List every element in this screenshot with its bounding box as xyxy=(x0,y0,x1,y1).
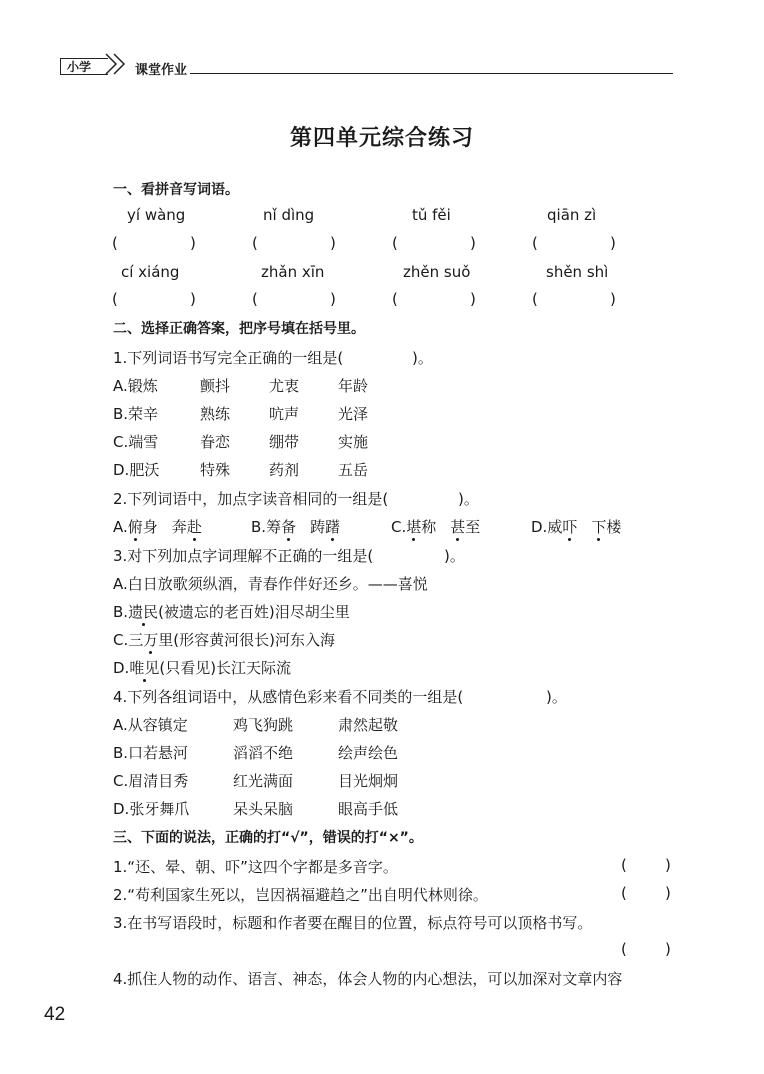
q4-option-d-word-3: 眼高手低 xyxy=(338,800,399,818)
dotted-char: 俯 xyxy=(127,518,143,536)
answer-bracket-8-close: ) xyxy=(610,290,616,308)
answer-bracket-2-open: ( xyxy=(252,234,258,252)
q1-option-a-word-2: 颤抖 xyxy=(200,377,231,395)
q1-option-a-word-4: 年龄 xyxy=(338,377,369,395)
q3-stem: 3.对下列加点字词理解不正确的一组是( xyxy=(113,547,374,565)
dotted-word: 三万里 xyxy=(128,631,174,649)
q2-stem-end: )。 xyxy=(458,490,479,508)
section-2-heading: 二、选择正确答案，把序号填在括号里。 xyxy=(113,321,365,337)
dotted-char: 躇 xyxy=(325,518,341,536)
answer-bracket-8-open: ( xyxy=(532,290,538,308)
q4-option-a-word-3: 肃然起敬 xyxy=(338,716,399,734)
q2-option-d: D.威吓 下楼 xyxy=(531,518,622,536)
answer-bracket-5-close: ) xyxy=(190,290,196,308)
pinyin-8: shěn shì xyxy=(546,263,609,281)
q1-option-c-word-2: 眷恋 xyxy=(200,433,231,451)
statement-2-bracket-open: ( xyxy=(621,884,627,902)
section-3-heading: 三、下面的说法，正确的打“√”，错误的打“×”。 xyxy=(113,830,423,846)
q3-option-a: A.白日放歌须纵酒，青春作伴好还乡。——喜悦 xyxy=(113,575,428,593)
page-number: 42 xyxy=(44,1004,66,1025)
statement-1-bracket-close: ) xyxy=(665,856,671,874)
q4-option-b-word-1: B.口若悬河 xyxy=(113,744,189,762)
answer-bracket-6-close: ) xyxy=(330,290,336,308)
q1-option-d-word-2: 特殊 xyxy=(200,461,231,479)
pinyin-5: cí xiáng xyxy=(121,263,180,281)
answer-bracket-5-open: ( xyxy=(112,290,118,308)
pinyin-3: tǔ fěi xyxy=(412,206,451,224)
q2-option-a: A.俯身 奔赴 xyxy=(113,518,202,536)
q1-option-c-word-1: C.端雪 xyxy=(113,433,159,451)
statement-3: 3.在书写语段时，标题和作者要在醒目的位置，标点符号可以顶格书写。 xyxy=(113,914,593,932)
dotted-char: 甚 xyxy=(450,518,466,536)
q1-option-b-word-3: 吭声 xyxy=(269,405,300,423)
statement-3-bracket-open: ( xyxy=(621,940,627,958)
statement-1-bracket-open: ( xyxy=(621,856,627,874)
header-grade-label: 小学 xyxy=(60,58,108,75)
pinyin-1: yí wàng xyxy=(127,206,186,224)
q3-option-d: D.唯见(只看见)长江天际流 xyxy=(113,659,292,677)
pinyin-2: nǐ dìng xyxy=(263,206,315,224)
q4-option-d-word-2: 呆头呆脑 xyxy=(233,800,294,818)
statement-1: 1.“还、晕、朝、吓”这四个字都是多音字。 xyxy=(113,858,398,876)
header-rule xyxy=(190,73,673,74)
dotted-word: 遗民 xyxy=(128,603,159,621)
pinyin-6: zhǎn xīn xyxy=(261,263,325,281)
dotted-char: 赴 xyxy=(186,518,202,536)
q4-stem-end: )。 xyxy=(546,688,567,706)
statement-4: 4.抓住人物的动作、语言、神态，体会人物的内心想法，可以加深对文章内容 xyxy=(113,970,623,988)
q2-stem: 2.下列词语中，加点字读音相同的一组是( xyxy=(113,490,389,508)
q4-option-c-word-1: C.眉清目秀 xyxy=(113,772,189,790)
dotted-word: 唯见 xyxy=(129,659,160,677)
answer-bracket-4-close: ) xyxy=(610,234,616,252)
q1-option-b-word-4: 光泽 xyxy=(338,405,369,423)
q1-option-d-word-1: D.肥沃 xyxy=(113,461,160,479)
page-title: 第四单元综合练习 xyxy=(289,126,474,151)
answer-bracket-6-open: ( xyxy=(252,290,258,308)
q3-stem-end: )。 xyxy=(444,547,465,565)
q1-option-b-word-1: B.荣辛 xyxy=(113,405,159,423)
answer-bracket-2-close: ) xyxy=(330,234,336,252)
q4-option-a-word-1: A.从容镇定 xyxy=(113,716,188,734)
header-subtitle: 课堂作业 xyxy=(135,63,188,78)
q4-stem: 4.下列各组词语中，从感情色彩来看不同类的一组是( xyxy=(113,688,464,706)
section-1-heading: 一、看拼音写词语。 xyxy=(113,182,239,198)
statement-2-bracket-close: ) xyxy=(665,884,671,902)
q4-option-c-word-2: 红光满面 xyxy=(233,772,294,790)
q1-option-d-word-3: 药剂 xyxy=(269,461,300,479)
dotted-char: 下 xyxy=(591,518,607,536)
q2-option-b: B.筹备 踌躇 xyxy=(251,518,341,536)
answer-bracket-7-open: ( xyxy=(392,290,398,308)
dotted-char: 备 xyxy=(281,518,297,536)
q1-option-a-word-3: 尤衷 xyxy=(269,377,300,395)
q1-option-c-word-4: 实施 xyxy=(338,433,369,451)
answer-bracket-7-close: ) xyxy=(470,290,476,308)
q3-option-c: C.三万里(形容黄河很长)河东入海 xyxy=(113,631,335,649)
statement-3-bracket-close: ) xyxy=(665,940,671,958)
q4-option-c-word-3: 目光炯炯 xyxy=(338,772,399,790)
q4-option-a-word-2: 鸡飞狗跳 xyxy=(233,716,294,734)
q4-option-b-word-2: 滔滔不绝 xyxy=(233,744,294,762)
q1-option-a-word-1: A.锻炼 xyxy=(113,377,158,395)
q1-option-c-word-3: 绷带 xyxy=(269,433,300,451)
dotted-char: 吓 xyxy=(562,518,578,536)
q1-option-d-word-4: 五岳 xyxy=(338,461,369,479)
q4-option-b-word-3: 绘声绘色 xyxy=(338,744,399,762)
q2-option-c: C.堪称 甚至 xyxy=(391,518,481,536)
answer-bracket-1-open: ( xyxy=(112,234,118,252)
answer-bracket-3-open: ( xyxy=(392,234,398,252)
pinyin-4: qiān zì xyxy=(547,206,597,224)
q1-option-b-word-2: 熟练 xyxy=(200,405,231,423)
answer-bracket-3-close: ) xyxy=(470,234,476,252)
q1-stem: 1.下列词语书写完全正确的一组是( xyxy=(113,349,344,367)
dotted-char: 堪 xyxy=(406,518,422,536)
statement-2: 2.“苟利国家生死以，岂因祸福避趋之”出自明代林则徐。 xyxy=(113,886,488,904)
q1-stem-end: )。 xyxy=(412,349,433,367)
answer-bracket-1-close: ) xyxy=(190,234,196,252)
answer-bracket-4-open: ( xyxy=(532,234,538,252)
pinyin-7: zhěn suǒ xyxy=(403,263,471,281)
q3-option-b: B.遗民(被遗忘的老百姓)泪尽胡尘里 xyxy=(113,603,350,621)
double-chevron-icon xyxy=(104,52,132,76)
q4-option-d-word-1: D.张牙舞爪 xyxy=(113,800,190,818)
